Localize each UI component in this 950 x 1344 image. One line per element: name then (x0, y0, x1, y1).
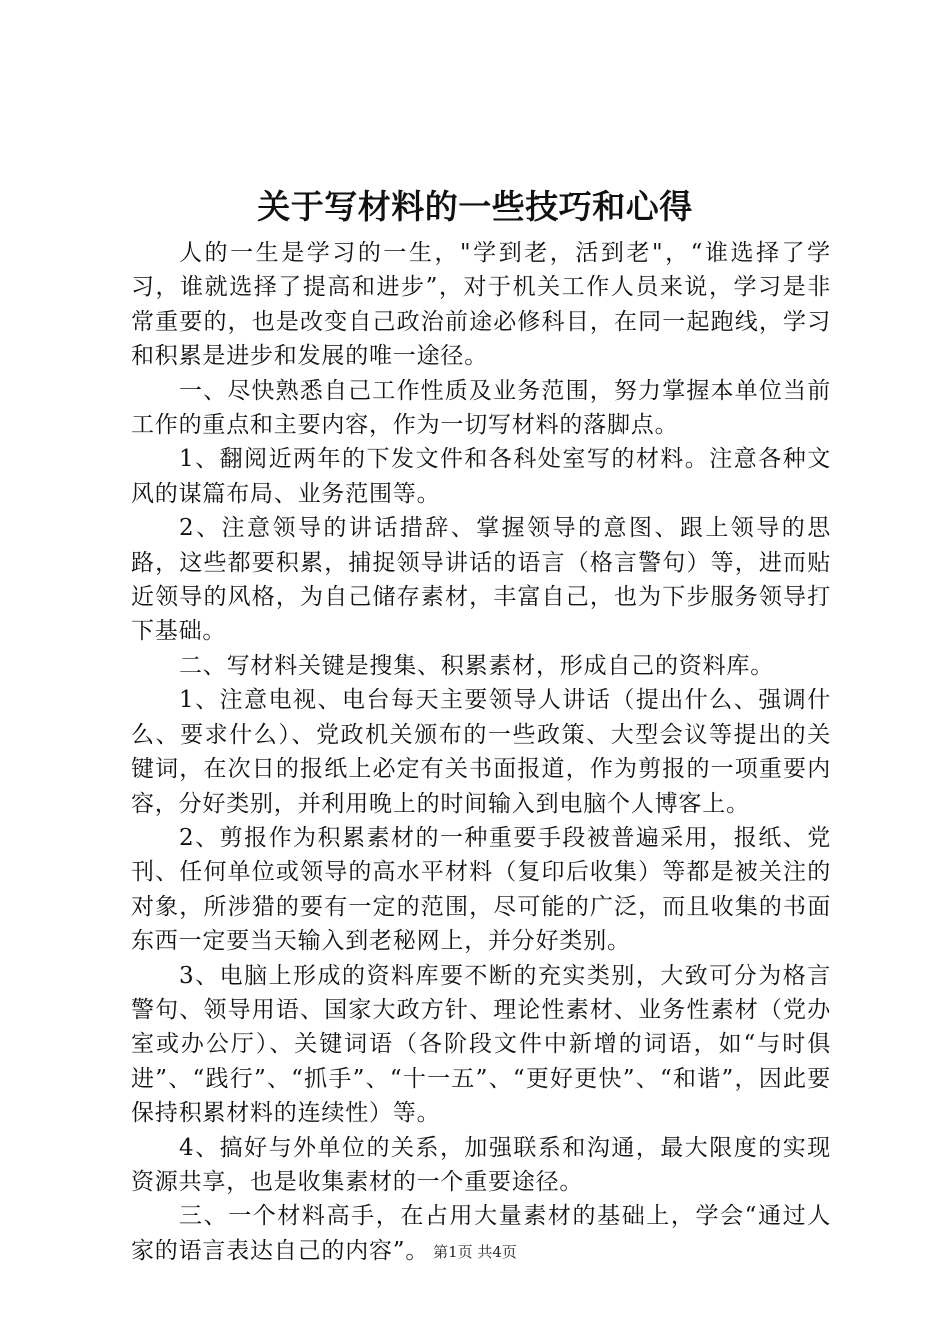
document-title: 关于写材料的一些技巧和心得 (257, 187, 693, 226)
paragraph-intro: 人的一生是学习的一生，"学到老，活到老"，“谁选择了学习，谁就选择了提高和进步”，对于机关工作人员来说，学习是非常重要的，也是改变自己政治前途必修科目，在同一起跑线，学习和积累是进步和发展的唯一途径。 (131, 240, 831, 370)
paragraph-section-2-item-2: 2、剪报作为积累素材的一种重要手段被普遍采用，报纸、党刊、任何单位或领导的高水平材料（复印后收集）等都是被关注的对象，所涉猎的要有一定的范围，尽可能的广泛，而且收集的书面东西一定要当天输入到老秘网上，并分好类别。 (131, 824, 831, 955)
paragraph-section-2-item-3: 3、电脑上形成的资料库要不断的充实类别，大致可分为格言警句、领导用语、国家大政方针、理论性素材、业务性素材（党办室或办公厅）、关键词语（各阶段文件中新增的词语，如“与时俱进”、“践行”、“抓手”、“十一五”、“更好更快”、“和谐”，因此要保持积累材料的连续性）等。 (131, 962, 831, 1127)
document-body (131, 236, 831, 1268)
page-footer: 第1页 共4页 (433, 1243, 517, 1261)
paragraph-section-3: 三、一个材料高手，在占用大量素材的基础上，学会“通过人家的语言表达自己的内容”。 (131, 1203, 831, 1264)
paragraph-section-2-item-4: 4、搞好与外单位的关系，加强联系和沟通，最大限度的实现资源共享，也是收集素材的一个重要途径。 (131, 1134, 831, 1195)
paragraph-section-2-item-1: 1、注意电视、电台每天主要领导人讲话（提出什么、强调什么、要求什么）、党政机关颁布的一些政策、大型会议等提出的关键词，在次日的报纸上必定有关书面报道，作为剪报的一项重要内容，分好类别，并利用晚上的时间输入到电脑个人博客上。 (131, 687, 831, 817)
paragraph-section-1-item-2: 2、注意领导的讲话措辞、掌握领导的意图、跟上领导的思路，这些都要积累，捕捉领导讲话的语言（格言警句）等，进而贴近领导的风格，为自己储存素材，丰富自己，也为下步服务领导打下基础。 (131, 515, 831, 645)
paragraph-section-2: 二、写材料关键是搜集、积累素材，形成自己的资料库。 (179, 652, 774, 679)
paragraph-section-1-item-1: 1、翻阅近两年的下发文件和各科处室写的材料。注意各种文风的谋篇布局、业务范围等。 (131, 446, 831, 507)
paragraph-section-1: 一、尽快熟悉自己工作性质及业务范围，努力掌握本单位当前工作的重点和主要内容，作为一切写材料的落脚点。 (131, 377, 831, 439)
